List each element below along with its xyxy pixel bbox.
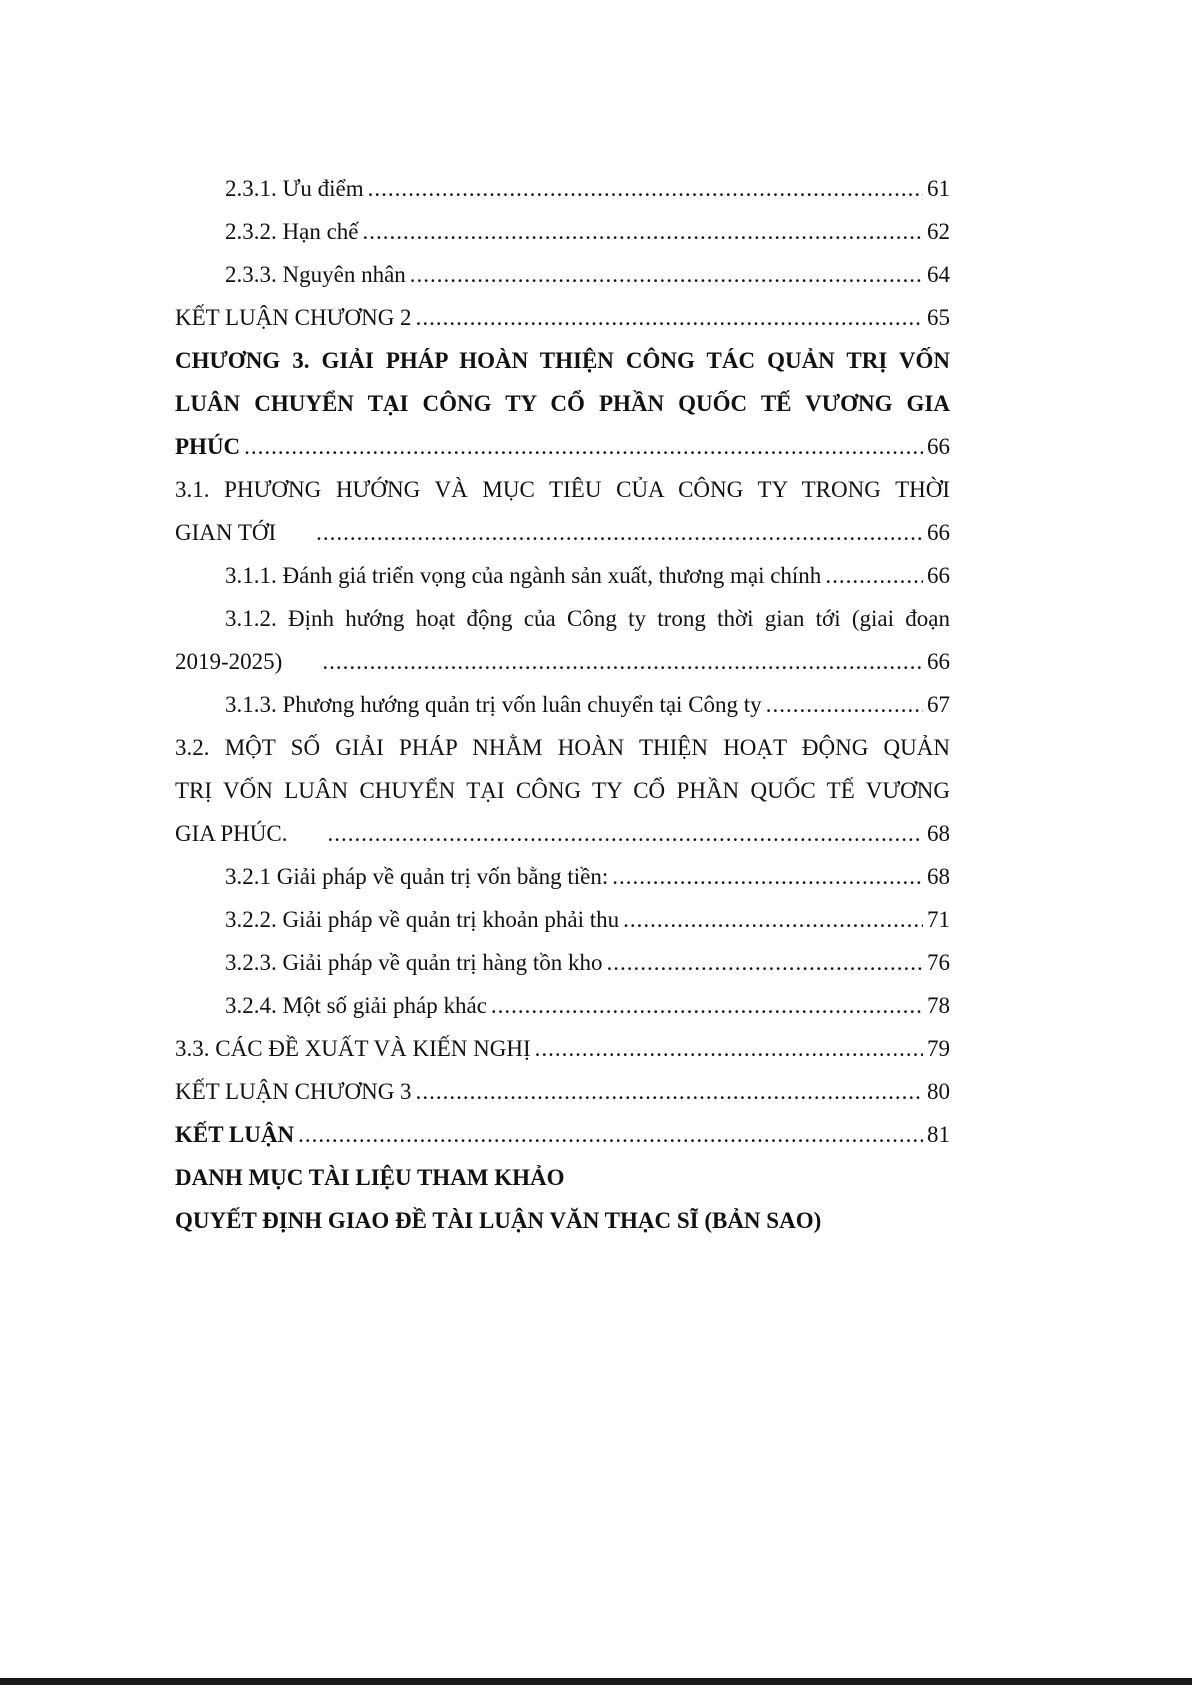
toc-entry-last-line xyxy=(175,511,950,554)
toc-entry-title-line: GIA PHÚC. xyxy=(175,821,288,846)
dot-leader xyxy=(363,210,924,253)
toc-entry-title: KẾT LUẬN CHƯƠNG 3 xyxy=(175,1079,412,1104)
toc-page-number: 66 xyxy=(927,563,950,588)
toc-page-number: 64 xyxy=(927,262,950,287)
toc-page-number: 61 xyxy=(927,176,950,201)
toc-entry-title-line: CHƯƠNG 3. GIẢI PHÁP HOÀN THIỆN CÔNG TÁC QUẢN TRỊ VỐN xyxy=(175,348,950,373)
bottom-edge-bar xyxy=(0,1678,1192,1685)
toc-entry-title: 3.1.3. Phương hướng quản trị vốn luân chuyển tại Công ty xyxy=(225,692,762,717)
toc-entry-title: 3.2.4. Một số giải pháp khác xyxy=(225,993,487,1018)
table-of-contents xyxy=(175,167,950,1242)
dot-leader xyxy=(322,640,923,683)
toc-entry-3-2-3[interactable] xyxy=(175,941,950,984)
toc-entry-3-2[interactable] xyxy=(175,726,950,855)
toc-entry-2-3-2[interactable] xyxy=(175,210,950,253)
toc-entry-title: 3.2.3. Giải pháp về quản trị hàng tồn kho xyxy=(225,950,603,975)
toc-page-number: 71 xyxy=(927,907,950,932)
toc-page-number: 67 xyxy=(927,692,950,717)
toc-entry-title: 3.3. CÁC ĐỀ XUẤT VÀ KIẾN NGHỊ xyxy=(175,1036,531,1061)
toc-page-number: 65 xyxy=(927,305,950,330)
toc-page-number: 66 xyxy=(927,520,950,545)
toc-entry-3-3[interactable] xyxy=(175,1027,950,1070)
toc-entry-2-3-1[interactable] xyxy=(175,167,950,210)
toc-entry-title-line: 3.1.2. Định hướng hoạt động của Công ty trong thời gian tới (giai đoạn xyxy=(225,606,950,631)
toc-page-number: 66 xyxy=(927,649,950,674)
dot-leader xyxy=(766,683,923,726)
dot-leader xyxy=(825,554,923,597)
toc-entry-title: DANH MỤC TÀI LIỆU THAM KHẢO xyxy=(175,1165,565,1190)
toc-entry-title: 3.1.1. Đánh giá triển vọng của ngành sản xuất, thương mại chính xyxy=(225,563,822,588)
toc-page-number: 62 xyxy=(927,219,950,244)
toc-page-number: 76 xyxy=(927,950,950,975)
toc-page-number: 78 xyxy=(927,993,950,1018)
dot-leader xyxy=(623,898,923,941)
toc-page-number: 68 xyxy=(927,821,950,846)
toc-entry-title-line: GIAN TỚI xyxy=(175,520,277,545)
toc-page-number: 68 xyxy=(927,864,950,889)
toc-entry-title: KẾT LUẬN CHƯƠNG 2 xyxy=(175,305,412,330)
toc-entry-3-2-2[interactable] xyxy=(175,898,950,941)
dot-leader xyxy=(416,1070,923,1113)
toc-page-number: 79 xyxy=(927,1036,950,1061)
dot-leader xyxy=(612,855,923,898)
toc-entry-last-line xyxy=(175,425,950,468)
toc-entry-3-1[interactable] xyxy=(175,468,950,554)
toc-entry-3-2-1[interactable] xyxy=(175,855,950,898)
dot-leader xyxy=(298,1113,923,1156)
toc-entry-3-1-3[interactable] xyxy=(175,683,950,726)
toc-entry-3-2-4[interactable] xyxy=(175,984,950,1027)
toc-entry-title-line: TRỊ VỐN LUÂN CHUYỂN TẠI CÔNG TY CỔ PHẦN QUỐC TẾ VƯƠNG xyxy=(175,778,950,803)
dot-leader xyxy=(410,253,923,296)
dot-leader xyxy=(607,941,923,984)
toc-entry-ket-luan-chuong-3[interactable] xyxy=(175,1070,950,1113)
toc-entry-title-line: PHÚC xyxy=(175,434,241,459)
toc-entry-title: 2.3.2. Hạn chế xyxy=(225,219,359,244)
toc-entry-title: KẾT LUẬN xyxy=(175,1122,295,1147)
toc-entry-3-1-1[interactable] xyxy=(175,554,950,597)
dot-leader xyxy=(244,425,923,468)
toc-entry-title: 2.3.1. Ưu điểm xyxy=(225,176,364,201)
toc-entry-title: QUYẾT ĐỊNH GIAO ĐỀ TÀI LUẬN VĂN THẠC SĨ (BẢN SAO) xyxy=(175,1208,822,1233)
toc-entry-title-line: 3.1. PHƯƠNG HƯỚNG VÀ MỤC TIÊU CỦA CÔNG TY TRONG THỜI xyxy=(175,477,950,502)
toc-entry-title: 3.2.2. Giải pháp về quản trị khoản phải thu xyxy=(225,907,620,932)
toc-entry-title: 2.3.3. Nguyên nhân xyxy=(225,262,406,287)
toc-entry-title-line: 3.2. MỘT SỐ GIẢI PHÁP NHẰM HOÀN THIỆN HOẠT ĐỘNG QUẢN xyxy=(175,735,950,760)
toc-entry-chuong-3[interactable] xyxy=(175,339,950,468)
toc-entry-title-line: 2019-2025) xyxy=(175,649,283,674)
toc-page-number: 81 xyxy=(927,1122,950,1147)
toc-entry-ket-luan-chuong-2[interactable] xyxy=(175,296,950,339)
toc-entry-2-3-3[interactable] xyxy=(175,253,950,296)
dot-leader xyxy=(368,167,923,210)
toc-page-number: 80 xyxy=(927,1079,950,1104)
toc-entry-last-line xyxy=(175,640,950,683)
toc-page-number: 66 xyxy=(927,434,950,459)
toc-entry-title: 3.2.1 Giải pháp về quản trị vốn bằng tiền: xyxy=(225,864,609,889)
toc-entry-danh-muc-tai-lieu[interactable] xyxy=(175,1156,950,1199)
dot-leader xyxy=(416,296,923,339)
dot-leader xyxy=(491,984,923,1027)
toc-entry-3-1-2[interactable] xyxy=(175,597,950,683)
toc-entry-ket-luan[interactable] xyxy=(175,1113,950,1156)
toc-entry-title-line: LUÂN CHUYỂN TẠI CÔNG TY CỔ PHẦN QUỐC TẾ VƯƠNG GIA xyxy=(175,391,950,416)
dot-leader xyxy=(316,511,923,554)
toc-entry-quyet-dinh[interactable] xyxy=(175,1199,950,1242)
toc-entry-last-line xyxy=(175,812,950,855)
dot-leader xyxy=(327,812,923,855)
dot-leader xyxy=(535,1027,923,1070)
